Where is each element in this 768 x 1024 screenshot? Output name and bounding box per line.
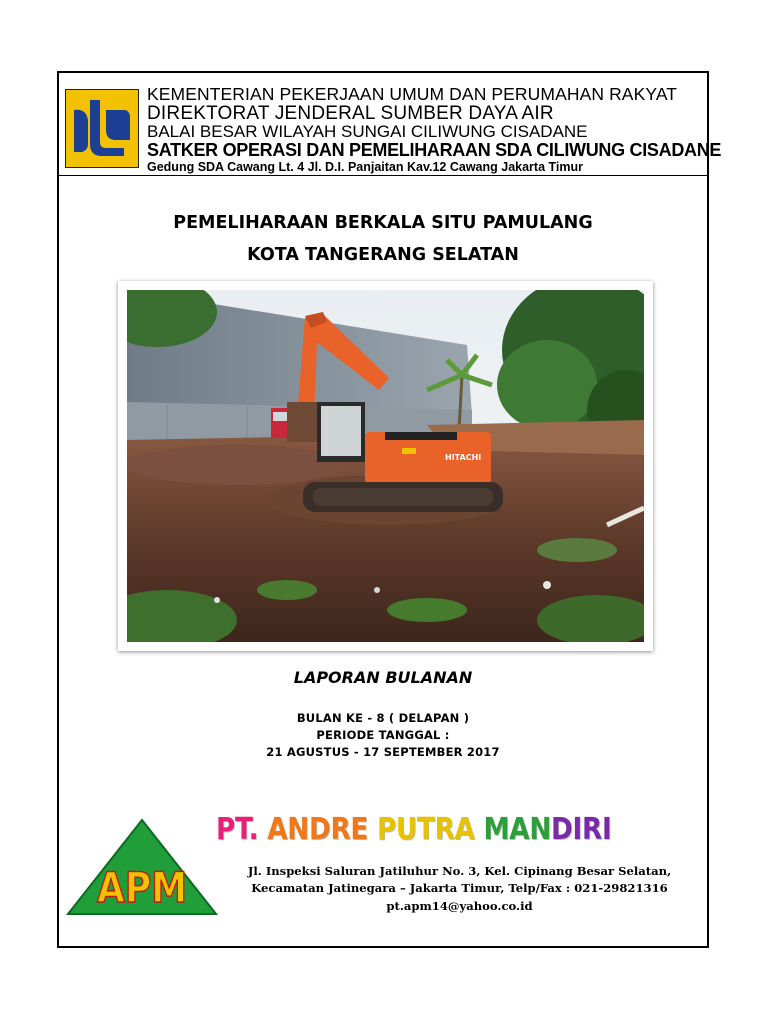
period-range: 21 AGUSTUS - 17 SEPTEMBER 2017: [266, 745, 500, 759]
company-name-part: MAN: [483, 812, 552, 847]
company-name-part: PUTRA: [376, 812, 484, 847]
apm-logo: [66, 818, 218, 916]
company-address-line2: Kecamatan Jatinegara – Jakarta Timur, Telp/Fax : 021-29821316: [251, 881, 668, 895]
ministry-logo: [65, 89, 139, 168]
balai-name: BALAI BESAR WILAYAH SUNGAI CILIWUNG CISADANE: [147, 121, 588, 141]
project-title: PEMELIHARAAN BERKALA SITU PAMULANG: [173, 213, 593, 233]
ministry-name: KEMENTERIAN PEKERJAAN UMUM DAN PERUMAHAN RAKYAT: [147, 84, 678, 104]
report-month: BULAN KE - 8 ( DELAPAN ): [296, 711, 470, 725]
company-address-line1: Jl. Inspeksi Saluran Jatiluhur No. 3, Kel. Cipinang Besar Selatan,: [247, 864, 672, 878]
excavator-brand-label: HITACHI: [445, 453, 482, 462]
company-name-part: PT.: [216, 812, 268, 847]
report-title: LAPORAN BULANAN: [293, 668, 473, 687]
project-location: KOTA TANGERANG SELATAN: [247, 245, 519, 265]
company-email: pt.apm14@yahoo.co.id: [386, 899, 533, 913]
header-text-block: [147, 84, 722, 174]
ministry-emblem-icon: [66, 90, 138, 167]
document-header: [57, 71, 722, 176]
satker-name: SATKER OPERASI DAN PEMELIHARAAN SDA CILIWUNG CISADANE: [147, 139, 722, 160]
company-name: [216, 812, 637, 847]
period-label: PERIODE TANGGAL :: [316, 728, 450, 742]
site-photo-frame: [118, 281, 653, 651]
office-address: Gedung SDA Cawang Lt. 4 Jl. D.I. Panjaitan Kav.12 Cawang Jakarta Timur: [147, 159, 583, 174]
company-name-part: DIRI: [551, 812, 612, 847]
directorate-name: DIREKTORAT JENDERAL SUMBER DAYA AIR: [147, 102, 554, 124]
company-name-part: ANDRE: [267, 812, 377, 847]
excavator-site-photo: [127, 290, 644, 642]
apm-logo-text: APM: [96, 864, 188, 913]
